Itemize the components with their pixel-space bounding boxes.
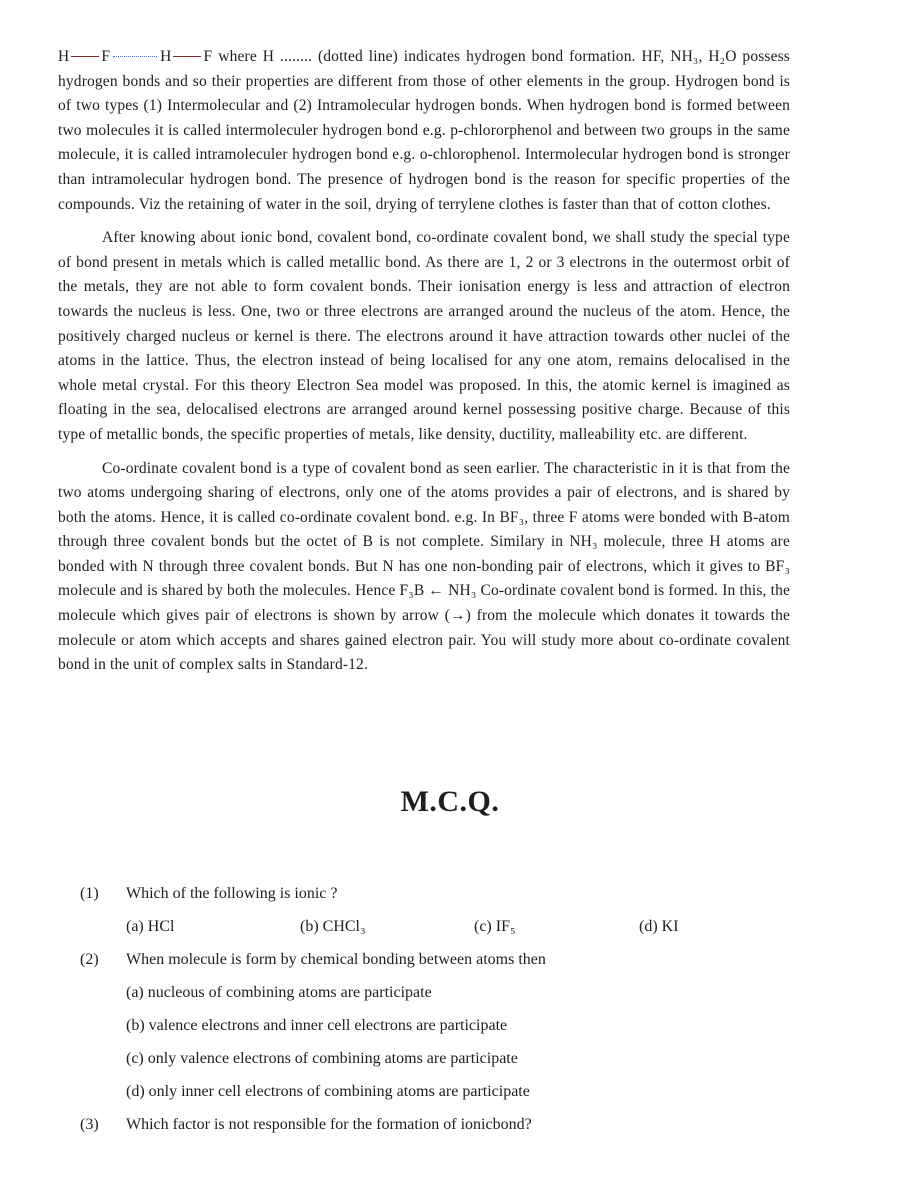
paragraph1-text: where H ........ (dotted line) indicates hydrogen bond formation. HF, NH₃, H₂O possess hydrogen bonds and so their properties are different from those of other elements in the group. Hydrogen bond is of two types (1) Intermolecular and (2) Intramolecular hydrogen bonds. When hydrogen bond is formed between two molecules it is called intermoleculer hydrogen bond e.g. p-chlororphenol and between two groups in the same molecule, it is called intramoleculer hydrogen bond e.g. o-chlorophenol. Intermolecular hydrogen bond is stronger than intramolecular hydrogen bond. The presence of hydrogen bond is the reason for specific properties of the compounds. Viz the retaining of water in the soil, drying of terrylene clothes is faster than that of cotton clothes.: [58, 48, 790, 213]
option-b: (b) CHCl₃: [300, 918, 366, 935]
covalent-bond-line: [173, 56, 201, 57]
question-1: [80, 885, 800, 918]
question-3: [80, 1116, 800, 1149]
mcq-heading: M.C.Q.: [400, 785, 500, 818]
question-1-options: [80, 918, 800, 951]
paragraph-metallic-bond: After knowing about ionic bond, covalent bond, co-ordinate covalent bond, we shall study the special type of bond present in metals which is called metallic bond. As there are 1, 2 or 3 electrons in the outermost orbit of the metals, they are not able to form covalent bonds. Their ionisation energy is less and attraction of electron towards the nucleus is less. One, two or three electrons are arranged around the nucleus of the atom. Hence, the positively charged nucleus or kernel is there. The electrons around it have attraction towards other nuclei of the atoms in the lattice. Thus, the electron instead of being localised for any one atom, remains delocalised in the whole metal crystal. For this theory Electron Sea model was proposed. In this, the atomic kernel is imagined as floating in the sea, delocalised electrons are arranged around kernel possessing positive charge. Because of this type of metallic bonds, the specific properties of metals, like density, ductility, malleability etc. are different.: [58, 229, 790, 443]
question-number: (2): [80, 951, 99, 968]
atom-f: F: [203, 48, 213, 65]
hydrogen-bond-diagram: [58, 45, 212, 70]
atom-f: F: [101, 48, 111, 65]
atom-h: H: [58, 48, 70, 65]
hydrogen-bond-dotted-line: [113, 56, 157, 57]
question-text: Which of the following is ionic ?: [126, 885, 338, 902]
paragraph-coordinate-bond: Co-ordinate covalent bond is a type of covalent bond as seen earlier. The characteristic in it is that from the two atoms undergoing sharing of electrons, only one of the atoms provides a pair of electrons, and is shared by both the atoms. Hence, it is called co-ordinate covalent bond. e.g. In BF₃, three F atoms were bonded with B-atom through three covalent bonds but the octet of B is not complete. Similary in NH₃ molecule, three H atoms are bonded with N through three covalent bonds. But N has one non-bonding pair of electrons, which it gives to BF₃ molecule and is shared by both the molecules. Hence F₃B ← NH₃ Co-ordinate covalent bond is formed. In this, the molecule which gives pair of electrons is shown by arrow (→) from the molecule which donates it towards the molecule or atom which accepts and shares gained electron pair. You will study more about co-ordinate covalent bond in the unit of complex salts in Standard-12.: [58, 459, 790, 674]
option-c: (c) only valence electrons of combining atoms are participate: [126, 1050, 518, 1067]
question-number: (1): [80, 885, 99, 902]
question-text: When molecule is form by chemical bonding between atoms then: [126, 951, 546, 968]
mcq-list: [80, 885, 800, 1149]
question-number: (3): [80, 1116, 99, 1133]
option-d: (d) only inner cell electrons of combining atoms are participate: [126, 1083, 530, 1100]
option-d: (d) KI: [639, 918, 679, 935]
text-body: [58, 45, 790, 687]
question-2: [80, 951, 800, 984]
option-a: (a) nucleous of combining atoms are participate: [126, 984, 432, 1001]
option-a: (a) HCl: [126, 918, 175, 935]
question-text: Which factor is not responsible for the formation of ionicbond?: [126, 1116, 532, 1133]
atom-h: H: [160, 48, 172, 65]
option-c: (c) IF₅: [474, 918, 516, 935]
covalent-bond-line: [71, 56, 99, 57]
paragraph-hydrogen-bond: [58, 45, 790, 217]
option-b: (b) valence electrons and inner cell electrons are participate: [126, 1017, 508, 1034]
